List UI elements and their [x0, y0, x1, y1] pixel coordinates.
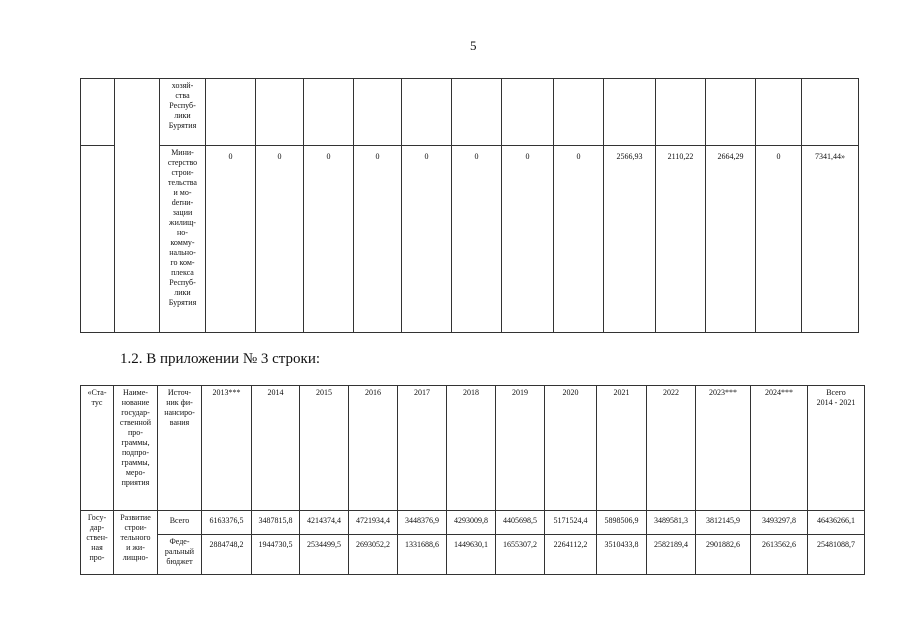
value-cell: 2264112,2	[545, 535, 597, 575]
header-year: 2023***	[696, 386, 751, 511]
value-cell: 0	[554, 146, 604, 333]
header-year: 2017	[398, 386, 447, 511]
table-cell	[502, 79, 554, 146]
header-name: Наиме- нование государ- ственной про- граммы, подпро- граммы, меро- приятия	[114, 386, 158, 511]
table-appendix-continuation	[80, 78, 859, 333]
table-cell	[452, 79, 502, 146]
value-cell: 25481088,7	[808, 535, 865, 575]
table-cell	[402, 79, 452, 146]
value-cell: 0	[206, 146, 256, 333]
value-cell: 2901882,6	[696, 535, 751, 575]
header-total: Всего 2014 - 2021	[808, 386, 865, 511]
header-year: 2024***	[751, 386, 808, 511]
value-cell: 4405698,5	[496, 511, 545, 535]
value-cell: 2693052,2	[349, 535, 398, 575]
executor-cell: Мини- стерство строи- тельства и мо- derни- зации жилищ- но- комму- нально- го ком- плекса Респуб- лики Бурятия	[160, 146, 206, 333]
value-cell: 4721934,4	[349, 511, 398, 535]
executor-cell: хозяй- ства Респуб- лики Бурятия	[160, 79, 206, 146]
value-cell: 0	[354, 146, 402, 333]
value-cell: 4214374,4	[300, 511, 349, 535]
value-cell: 1944730,5	[252, 535, 300, 575]
section-heading: 1.2. В приложении № 3 строки:	[120, 351, 321, 367]
value-cell: 0	[402, 146, 452, 333]
value-cell: 0	[304, 146, 354, 333]
value-cell: 2613562,6	[751, 535, 808, 575]
table-cell	[554, 79, 604, 146]
value-cell: 46436266,1	[808, 511, 865, 535]
value-cell: 2566,93	[604, 146, 656, 333]
table-cell	[81, 146, 115, 333]
value-cell: 3489581,3	[647, 511, 696, 535]
value-cell: 1655307,2	[496, 535, 545, 575]
table-cell	[354, 79, 402, 146]
table-cell	[604, 79, 656, 146]
value-cell: 2534499,5	[300, 535, 349, 575]
value-cell: 5898506,9	[597, 511, 647, 535]
value-cell: 3493297,8	[751, 511, 808, 535]
table-cell	[304, 79, 354, 146]
header-year: 2015	[300, 386, 349, 511]
value-cell: 4293009,8	[447, 511, 496, 535]
header-year: 2018	[447, 386, 496, 511]
value-cell: 6163376,5	[202, 511, 252, 535]
value-cell: 2582189,4	[647, 535, 696, 575]
page-number: 5	[470, 38, 477, 53]
value-cell: 1449630,1	[447, 535, 496, 575]
value-cell: 0	[502, 146, 554, 333]
table-cell	[206, 79, 256, 146]
table-cell	[256, 79, 304, 146]
header-year: 2022	[647, 386, 696, 511]
value-cell: 0	[756, 146, 802, 333]
value-cell: 3448376,9	[398, 511, 447, 535]
header-source: Источ- ник фи- нансиро- вания	[158, 386, 202, 511]
value-cell: 5171524,4	[545, 511, 597, 535]
header-year: 2013***	[202, 386, 252, 511]
value-cell: 2110,22	[656, 146, 706, 333]
value-cell: 3487815,8	[252, 511, 300, 535]
table-cell	[706, 79, 756, 146]
value-cell: 0	[256, 146, 304, 333]
header-status: «Ста- тус	[81, 386, 114, 511]
table-cell	[81, 79, 115, 146]
status-cell: Госу- дар- ствен- ная про-	[81, 511, 114, 575]
source-cell: Феде- ральный бюджет	[158, 535, 202, 575]
value-cell: 1331688,6	[398, 535, 447, 575]
value-cell: 7341,44»	[802, 146, 859, 333]
program-name-cell: Развитие строи- тельного и жи- лищно-	[114, 511, 158, 575]
header-year: 2020	[545, 386, 597, 511]
source-cell: Всего	[158, 511, 202, 535]
value-cell: 2664,29	[706, 146, 756, 333]
header-year: 2021	[597, 386, 647, 511]
value-cell: 2884748,2	[202, 535, 252, 575]
table-cell	[656, 79, 706, 146]
header-year: 2014	[252, 386, 300, 511]
table-cell	[756, 79, 802, 146]
header-year: 2016	[349, 386, 398, 511]
value-cell: 3812145,9	[696, 511, 751, 535]
header-year: 2019	[496, 386, 545, 511]
value-cell: 0	[452, 146, 502, 333]
value-cell: 3510433,8	[597, 535, 647, 575]
table-cell	[115, 79, 160, 333]
table-appendix-3	[80, 385, 865, 575]
table-cell	[802, 79, 859, 146]
